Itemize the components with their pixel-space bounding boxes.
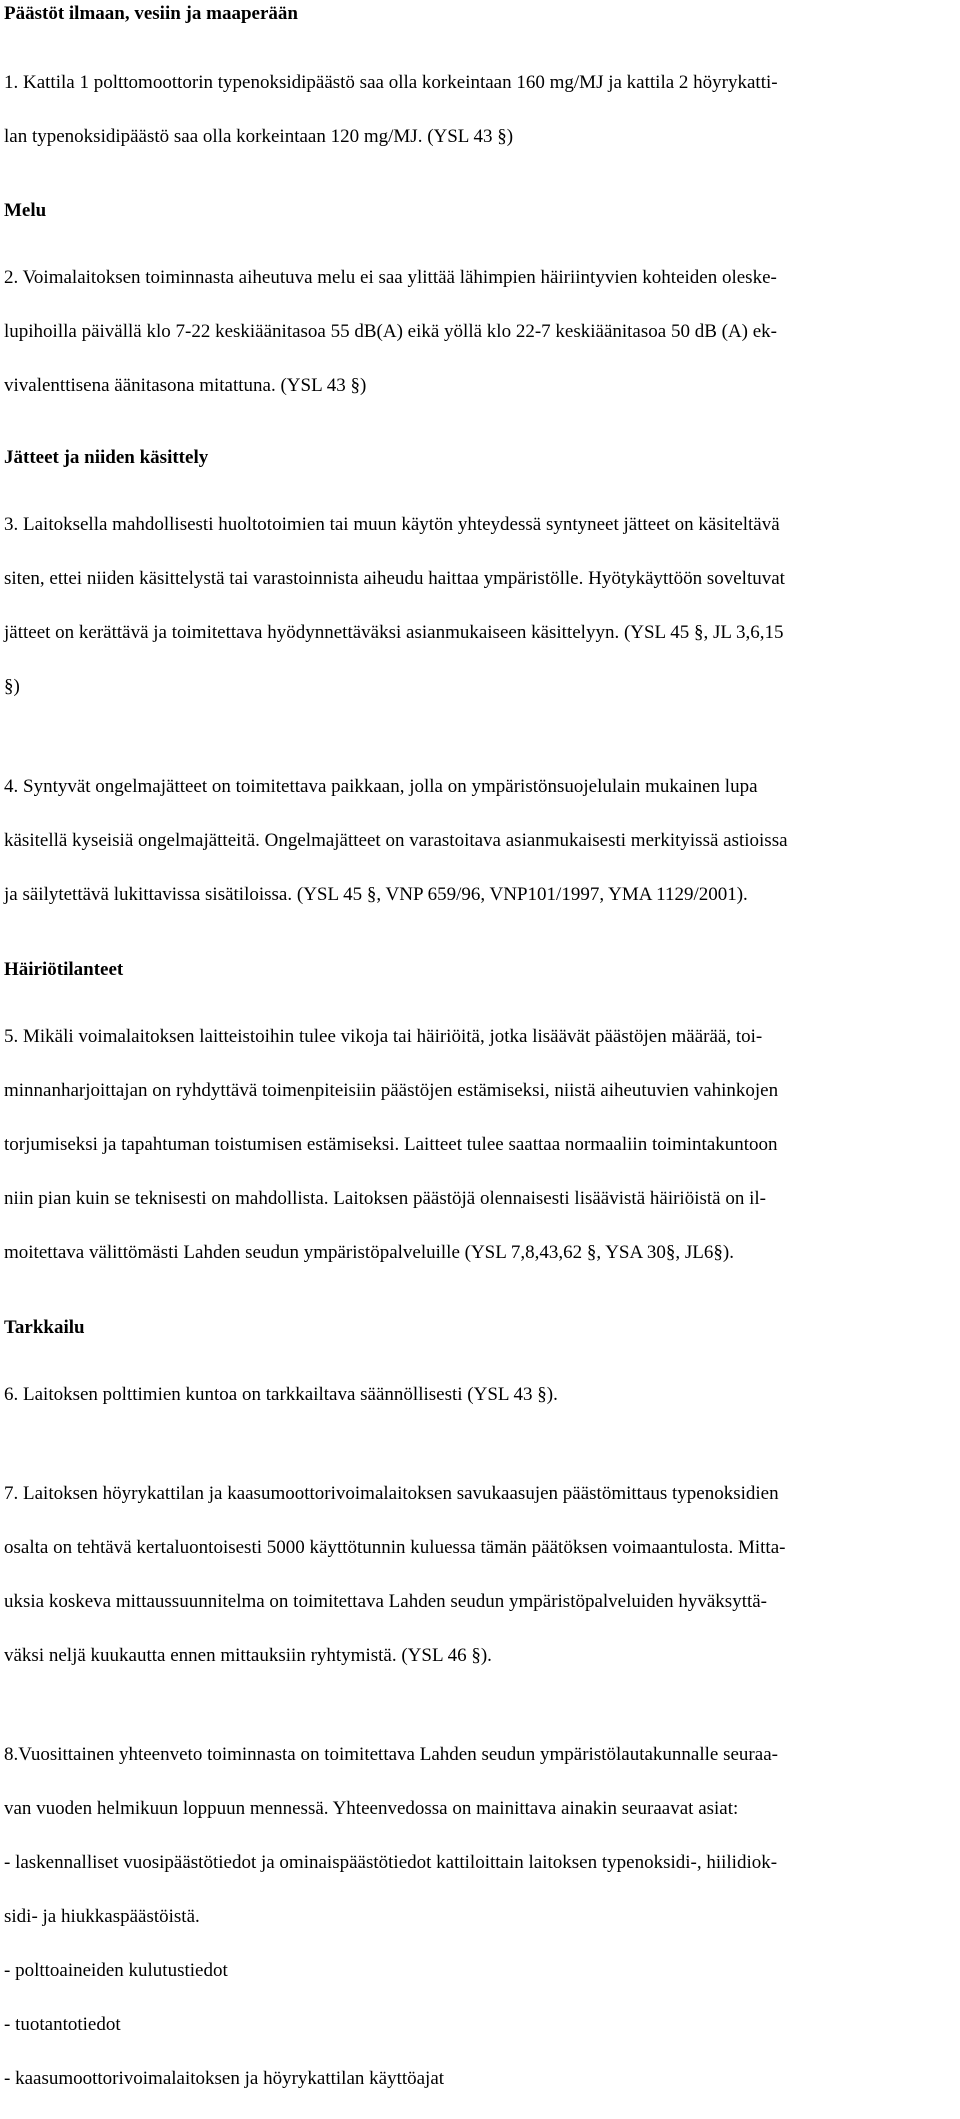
paragraph-line: 3. Laitoksella mahdollisesti huoltotoimien tai muun käytön yhteydessä syntyneet jätteet on käsiteltävä <box>4 514 780 535</box>
paragraph-line: torjumiseksi ja tapahtuman toistumisen estämiseksi. Laitteet tulee saattaa normaaliin toimintakuntoon <box>4 1134 778 1155</box>
section-heading-noise: Melu <box>4 200 47 221</box>
paragraph-line: lan typenoksidipäästö saa olla korkeintaan 120 mg/MJ. (YSL 43 §) <box>4 126 514 147</box>
paragraph-6 <box>4 1354 954 1435</box>
paragraph-line: 7. Laitoksen höyrykattilan ja kaasumoottorivoimalaitoksen savukaasujen päästömittaus typenoksidien <box>4 1483 779 1504</box>
paragraph-line: ja säilytettävä lukittavissa sisätiloissa. (YSL 45 §, VNP 659/96, VNP101/1997, YMA 1129/2001). <box>4 884 748 905</box>
paragraph-line: - laskennalliset vuosipäästötiedot ja ominaispäästötiedot kattiloittain laitoksen typenoksidi-, hiilidiok- <box>4 1852 778 1873</box>
section-heading-emissions: Päästöt ilmaan, vesiin ja maaperään <box>4 3 298 24</box>
paragraph-line: sidi- ja hiukkaspäästöistä. <box>4 1906 200 1927</box>
paragraph-4 <box>4 746 954 935</box>
paragraph-line: jätteet on kerättävä ja toimitettava hyödynnettäväksi asianmukaiseen käsittelyyn. (YSL 45 §, JL 3,6,15 <box>4 622 784 643</box>
paragraph-line: - tuotantotiedot <box>4 2014 121 2035</box>
paragraph-line: osalta on tehtävä kertaluontoisesti 5000 käyttötunnin kuluessa tämän päätöksen voimaantulosta. Mitta- <box>4 1537 786 1558</box>
paragraph-line: 1. Kattila 1 polttomoottorin typenoksidipäästö saa olla korkeintaan 160 mg/MJ ja kattila 2 höyrykatti- <box>4 72 778 93</box>
paragraph-2 <box>4 237 954 426</box>
paragraph-line: väksi neljä kuukautta ennen mittauksiin ryhtymistä. (YSL 46 §). <box>4 1645 492 1666</box>
paragraph-8 <box>4 1714 954 2119</box>
paragraph-line: minnanharjoittajan on ryhdyttävä toimenpiteisiin päästöjen estämiseksi, niistä aiheutuvien vahinkojen <box>4 1080 779 1101</box>
paragraph-line: siten, ettei niiden käsittelystä tai varastoinnista aiheudu haittaa ympäristölle. Hyötykäyttöön soveltuvat <box>4 568 785 589</box>
paragraph-7 <box>4 1453 954 1696</box>
paragraph-line: - polttoaineiden kulutustiedot <box>4 1960 228 1981</box>
paragraph-line: §) <box>4 676 20 697</box>
paragraph-line: 6. Laitoksen polttimien kuntoa on tarkkailtava säännöllisesti (YSL 43 §). <box>4 1384 558 1405</box>
paragraph-line: - kaasumoottorivoimalaitoksen ja höyrykattilan käyttöajat <box>4 2068 445 2089</box>
paragraph-line: van vuoden helmikuun loppuun mennessä. Yhteenvedossa on mainittava ainakin seuraavat asiat: <box>4 1798 739 1819</box>
paragraph-5 <box>4 996 954 1293</box>
paragraph-line: niin pian kuin se teknisesti on mahdollista. Laitoksen päästöjä olennaisesti lisäävistä häiriöistä on il- <box>4 1188 766 1209</box>
paragraph-1 <box>4 42 954 177</box>
paragraph-line: 8.Vuosittainen yhteenveto toiminnasta on toimitettava Lahden seudun ympäristölautakunnalle seuraa- <box>4 1744 778 1765</box>
section-heading-monitoring: Tarkkailu <box>4 1317 85 1338</box>
paragraph-line: 4. Syntyvät ongelmajätteet on toimitettava paikkaan, jolla on ympäristönsuojelulain mukainen lupa <box>4 776 758 797</box>
paragraph-line: 2. Voimalaitoksen toiminnasta aiheutuva melu ei saa ylittää lähimpien häiriintyvien kohteiden oleske- <box>4 267 777 288</box>
section-heading-disturbances: Häiriötilanteet <box>4 959 124 980</box>
section-heading-waste: Jätteet ja niiden käsittely <box>4 447 209 468</box>
paragraph-3 <box>4 484 954 727</box>
paragraph-line: vivalenttisena äänitasona mitattuna. (YSL 43 §) <box>4 375 367 396</box>
paragraph-line: käsitellä kyseisiä ongelmajätteitä. Ongelmajätteet on varastoitava asianmukaisesti merkityissä astioissa <box>4 830 788 851</box>
paragraph-line: uksia koskeva mittaussuunnitelma on toimitettava Lahden seudun ympäristöpalveluiden hyväksyttä- <box>4 1591 768 1612</box>
paragraph-line: moitettava välittömästi Lahden seudun ympäristöpalveluille (YSL 7,8,43,62 §, YSA 30§, JL6§). <box>4 1242 734 1263</box>
paragraph-line: 5. Mikäli voimalaitoksen laitteistoihin tulee vikoja tai häiriöitä, jotka lisäävät päästöjen määrää, toi- <box>4 1026 763 1047</box>
paragraph-line: lupihoilla päivällä klo 7-22 keskiäänitasoa 55 dB(A) eikä yöllä klo 22-7 keskiäänitasoa 50 dB (A) ek- <box>4 321 777 342</box>
